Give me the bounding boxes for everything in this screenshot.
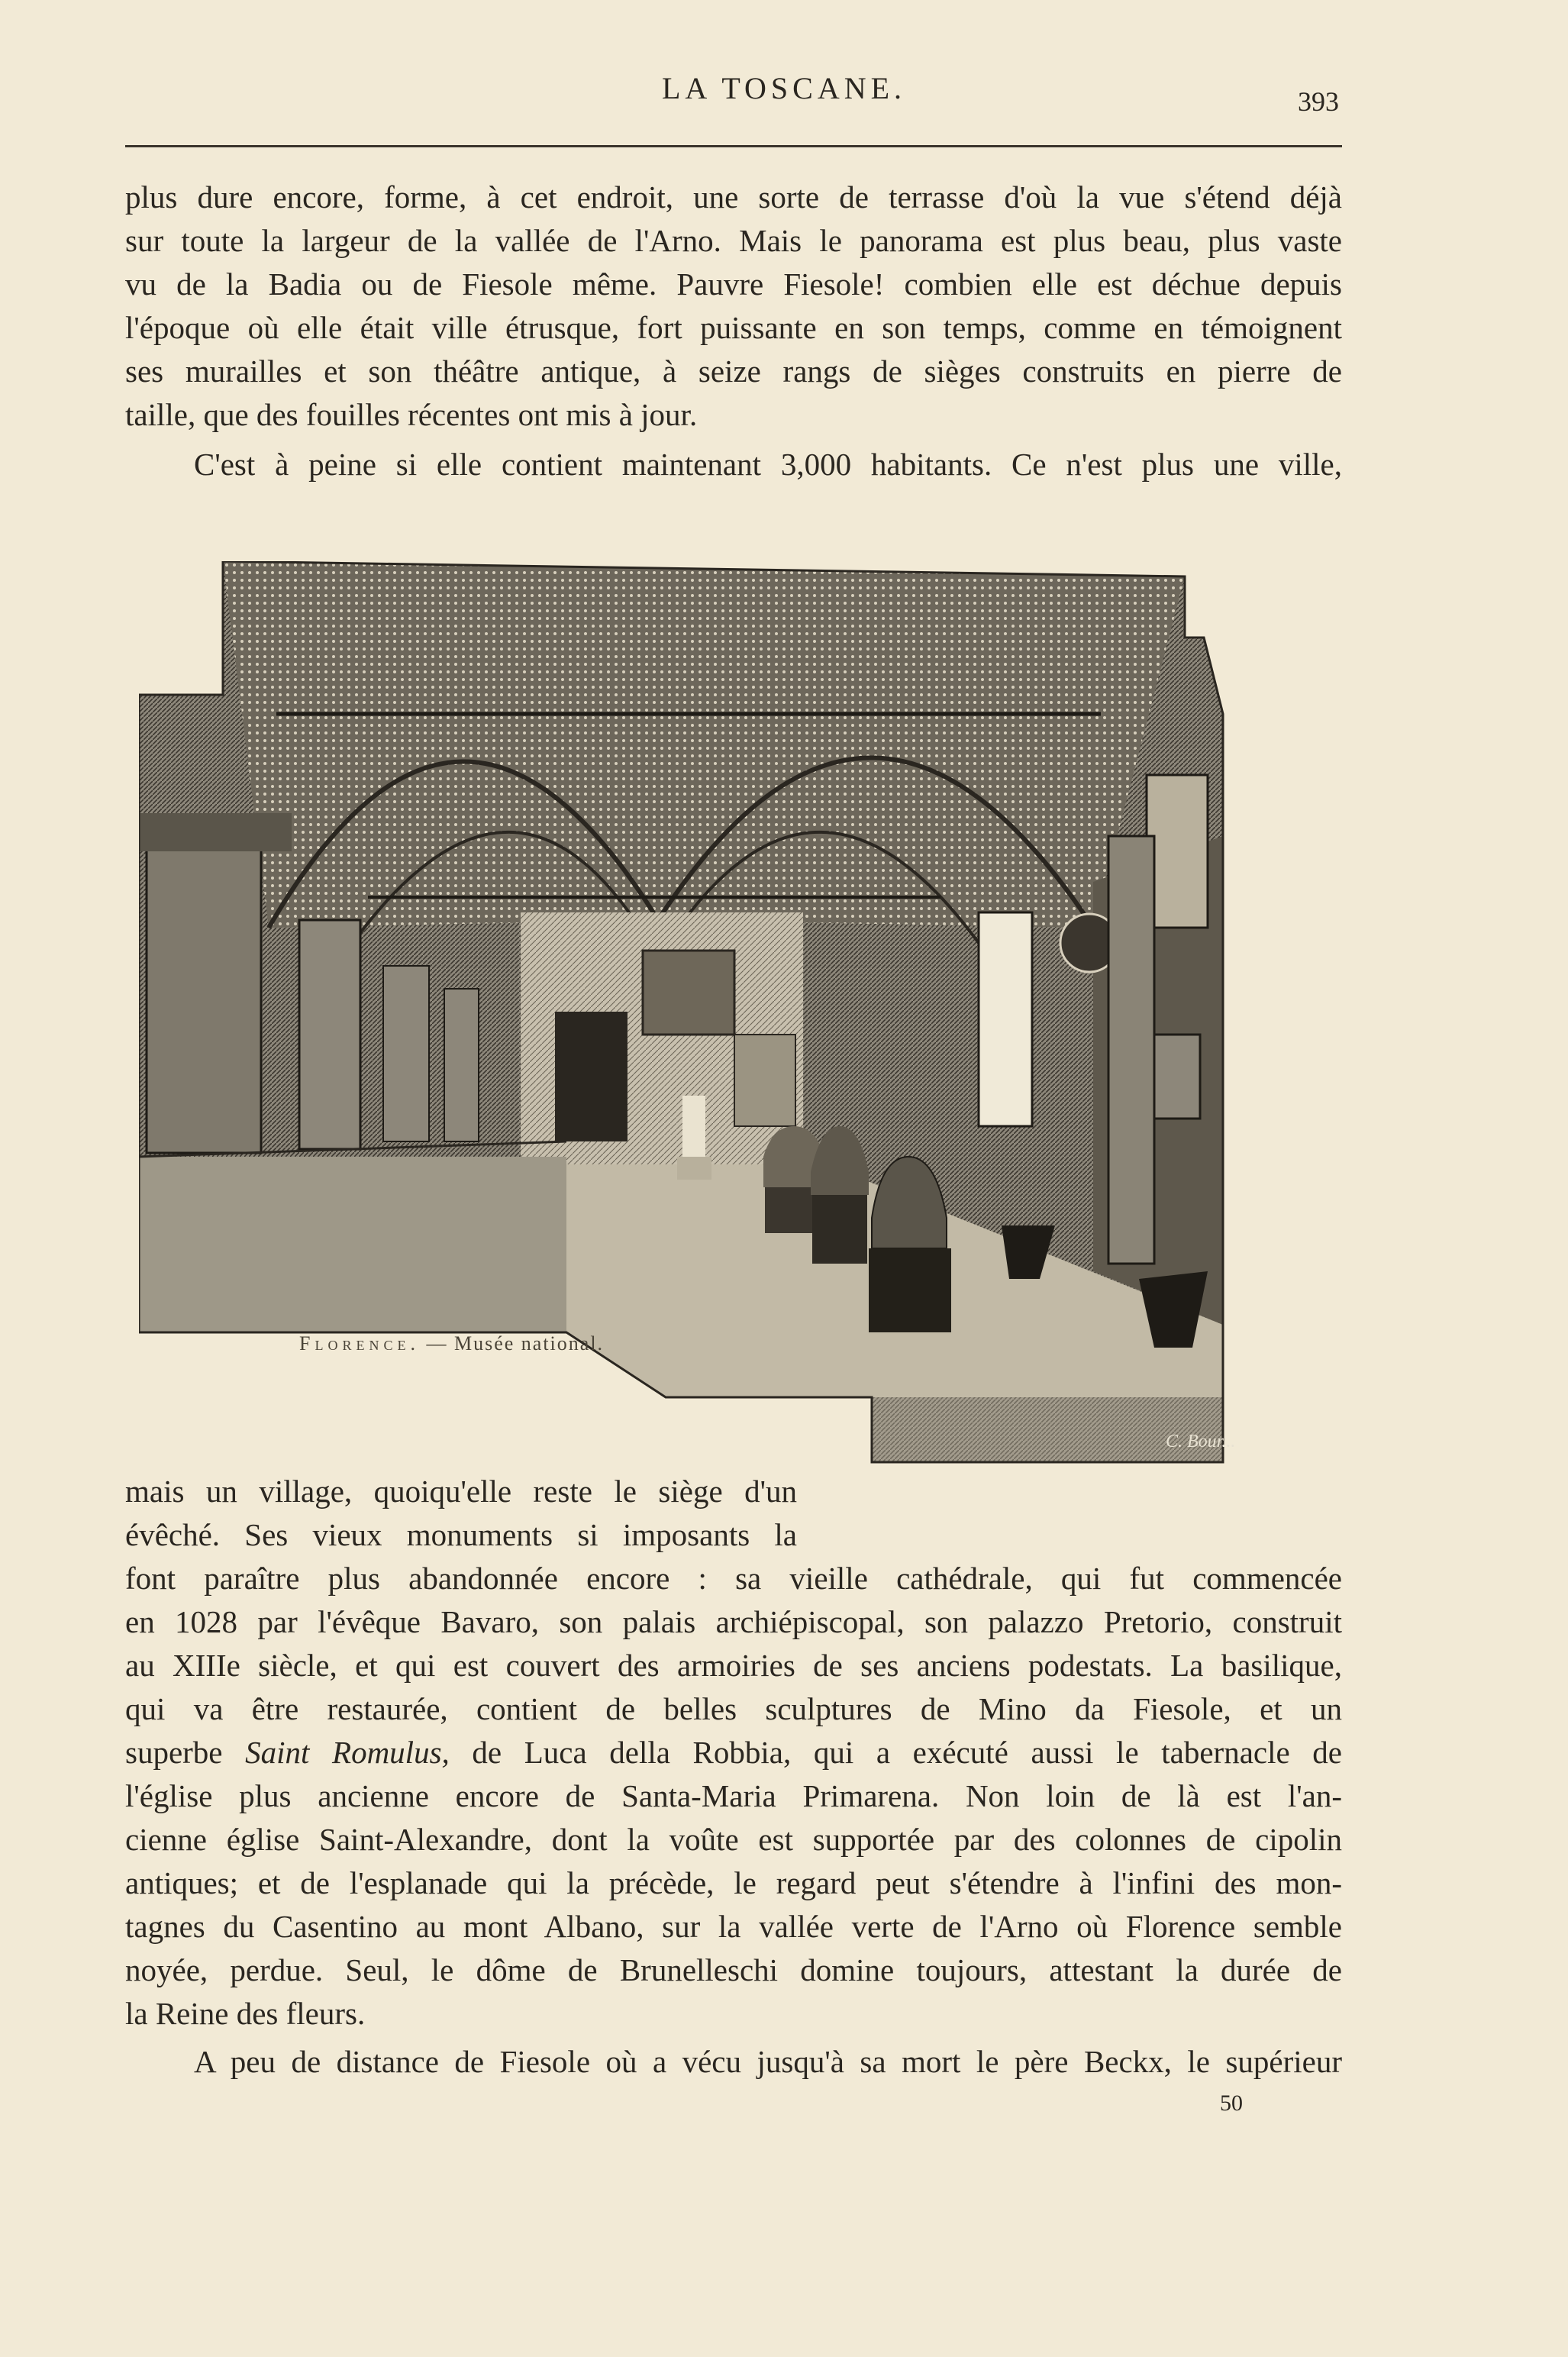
text-line: évêché. Ses vieux monuments si imposants la	[125, 1517, 797, 1552]
text-line: mais un village, quoiqu'elle reste le siège d'un	[125, 1474, 797, 1509]
figure-caption	[299, 1332, 604, 1355]
caption-dash: —	[419, 1332, 454, 1354]
text-line: ses murailles et son théâtre antique, à seize rangs de sièges construits en pierre de	[125, 354, 1342, 389]
text-line: cienne église Saint-Alexandre, dont la voûte est supportée par des colonnes de cipolin	[125, 1822, 1342, 1857]
text-line: sur toute la largeur de la vallée de l'Arno. Mais le panorama est plus beau, plus vaste	[125, 223, 1342, 258]
text-line: noyée, perdue. Seul, le dôme de Brunelleschi domine toujours, attestant la durée de	[125, 1952, 1342, 1987]
text-line: la Reine des fleurs.	[125, 1996, 366, 2031]
text-line: en 1028 par l'évêque Bavaro, son palais archiépiscopal, son palazzo Pretorio, construit	[125, 1604, 1342, 1639]
engraving-figure	[139, 561, 1341, 1466]
running-title: LA TOSCANE.	[661, 71, 907, 105]
text-line: taille, que des fouilles récentes ont mis à jour.	[125, 397, 698, 432]
text-line: l'époque où elle était ville étrusque, fort puissante en son temps, comme en témoignent	[125, 310, 1342, 345]
page-number: 393	[1298, 86, 1339, 117]
text-line: tagnes du Casentino au mont Albano, sur la vallée verte de l'Arno où Florence semble	[125, 1909, 1342, 1944]
caption-subject: Musée national.	[453, 1332, 605, 1354]
engraving-museo-nazionale	[139, 561, 1341, 1466]
text-line: vu de la Badia ou de Fiesole même. Pauvre Fiesole! combien elle est déchue depuis	[125, 266, 1342, 302]
engraver-signature: C. Bour...	[1166, 1432, 1236, 1451]
final-line: A peu de distance de Fiesole où a vécu jusqu'à sa mort le père Beckx, le supérieur	[194, 2044, 1342, 2079]
caption-place: Florence.	[299, 1332, 420, 1354]
text-fragment: de Luca della Robbia, qui a exécuté aussi le tabernacle de	[449, 1735, 1342, 1770]
text-line: plus dure encore, forme, à cet endroit, une sorte de terrasse d'où la vue s'étend déjà	[125, 179, 1342, 215]
header-rule	[125, 145, 1342, 147]
paragraph-2-line-1: C'est à peine si elle contient maintenant 3,000 habitants. Ce n'est plus une ville,	[194, 447, 1342, 482]
text-line: font paraître plus abandonnée encore : sa vieille cathédrale, qui fut commencée	[125, 1561, 1342, 1596]
text-line: qui va être restaurée, contient de belles sculptures de Mino da Fiesole, et un	[125, 1691, 1342, 1726]
signature-mark: 50	[1220, 2091, 1243, 2116]
text-line: l'église plus ancienne encore de Santa-Maria Primarena. Non loin de là est l'an-	[125, 1778, 1342, 1813]
text-line-saint-romulus	[125, 1731, 1342, 1774]
text-fragment: superbe	[125, 1735, 246, 1770]
text-line: au XIIIe siècle, et qui est couvert des armoiries de ses anciens podestats. La basilique,	[125, 1648, 1342, 1683]
text-italic-title: Saint Romulus,	[245, 1735, 450, 1770]
text-line: antiques; et de l'esplanade qui la précède, le regard peut s'étendre à l'infini des mon-	[125, 1865, 1342, 1900]
